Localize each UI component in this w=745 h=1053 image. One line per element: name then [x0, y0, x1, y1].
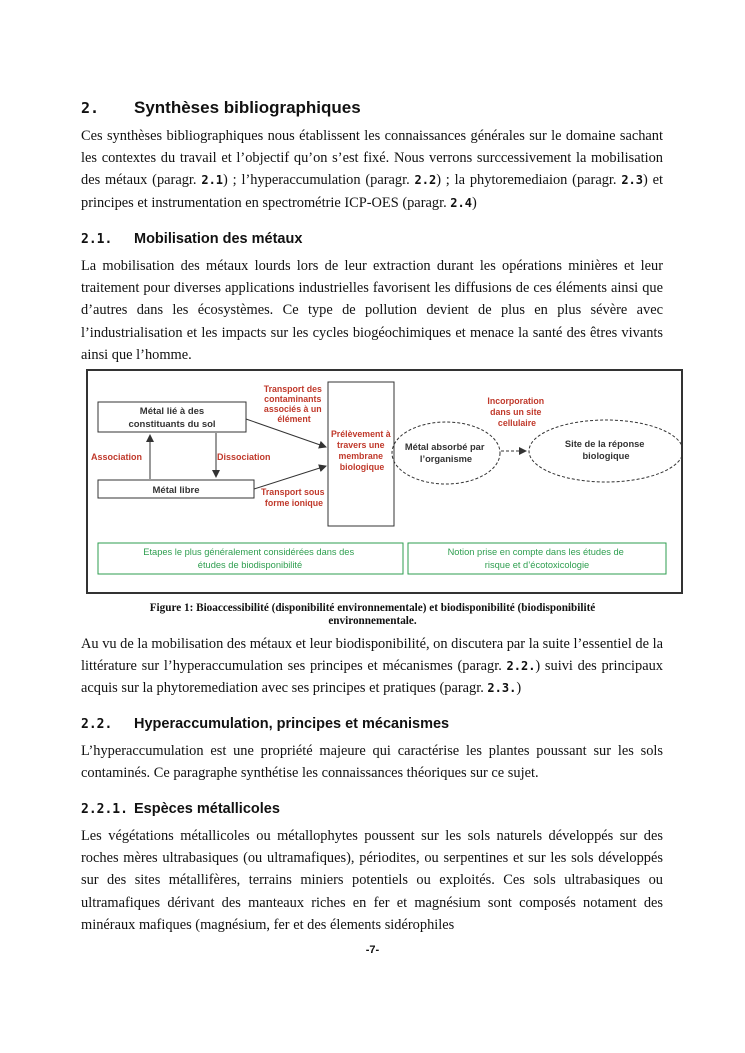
diagram-svg	[88, 371, 681, 592]
section-number: 2.	[81, 99, 100, 117]
section-title: Espèces métallicoles	[134, 801, 280, 817]
section-title: Mobilisation des métaux	[134, 231, 303, 247]
section-number: 2.1.	[81, 232, 113, 247]
ref-link[interactable]: 2.2.	[506, 659, 536, 674]
ref-link[interactable]: 2.4	[450, 195, 472, 210]
ref-link[interactable]: 2.2	[414, 173, 437, 188]
label-incorporation: Incorporation dans un site cellulaire	[487, 396, 545, 428]
section-heading-2-2	[81, 716, 449, 732]
section-heading-2-2-1	[81, 801, 280, 817]
label-association: Association	[91, 452, 143, 462]
section-number: 2.2.1.	[81, 802, 128, 817]
label-response-site: Site de la réponse biologique	[564, 439, 645, 461]
transition-paragraph: Au vu de la mobilisation des métaux et leur biodisponibilité, on discutera par la suite l’essentiel de la littérature sur l’hyperaccumulation ses principes et mécanismes (paragr. 2.2.) suivi des principaux acquis sur la phytoremediation avec ses principes et pratiques (paragr. 2.3.)	[81, 636, 663, 697]
ellipse-absorbed	[392, 422, 500, 484]
section-heading-2	[81, 98, 361, 118]
legend-bioavailability-text: Etapes le plus généralement considérées dans des études de biodisponibilité	[143, 547, 355, 570]
page-number: -7-	[365, 944, 380, 956]
intro-paragraph: Ces synthèses bibliographiques nous établissent les connaissances générales sur le domaine sachant les contextes du travail et l’objectif qu’on s’est fixé. Nous verrons surccessivement la mobilisation des métaux (paragr. 2.1) ; l’hyperaccumulation (paragr. 2.2) ; la phytoremediaion (paragr. 2.3) et principes et instrumentation en spectrométrie ICP-OES (paragr. 2.4)	[81, 128, 663, 211]
box-free-label: Métal libre	[152, 485, 200, 496]
ref-link[interactable]: 2.1	[201, 173, 224, 188]
figure-caption: Figure 1: Bioaccessibilité (disponibilité environnementale) et biodisponibilité (biodisponibilité environnementale.	[149, 602, 596, 627]
label-dissociation: Dissociation	[217, 452, 271, 462]
section-title: Hyperaccumulation, principes et mécanismes	[134, 716, 450, 732]
section-heading-2-1	[81, 231, 302, 247]
arrow-transport-bottom	[254, 466, 326, 489]
ref-link[interactable]: 2.3	[621, 173, 643, 188]
figure-bioavailability-diagram	[86, 369, 683, 594]
metallicolous-paragraph: Les végétations métallicoles ou métallophytes poussent sur les sols naturels développés sur des roches mères ultrabasiques (ou ultramafiques), périodites, ou serpentines et sur les sols développés sur des sites métallifères, terrains miniers potentiels ou exploités. Ces sols ultrabasiques ou ultramafiques dérivant des manteaux riches en fer et magnésium sont composés notament des minéraux mafiques (magnésium, fer et des élements sidérophiles	[81, 828, 663, 933]
legend-risk-text: Notion prise en compte dans les études de risque et d’écotoxicologie	[447, 547, 624, 570]
label-transport-ionic: Transport sous forme ionique	[261, 487, 325, 508]
hyperaccumulation-paragraph: L’hyperaccumulation est une propriété majeure qui caractérise les plantes poussant sur les sols contaminés. Ce paragraphe synthétise les connaissances théoriques sur ce sujet.	[81, 743, 663, 782]
box-bound-label-2: constituants du sol	[128, 419, 216, 430]
mobilisation-paragraph: La mobilisation des métaux lourds lors de leur extraction durant les opérations minières et leur traitement pour diverses applications industrielles favorisent les diffusions de ces éléments ainsi que d’autres dans les écosystèmes. Ce type de pollution devient de plus en plus sévère avec l’industrialisation et les impacts sur les cycles biogéochimiques et menace la santé des êtres vivants ainsi que l’homme.	[81, 258, 663, 363]
label-membrane-uptake: Prélèvement à travers une membrane biologique	[330, 429, 391, 472]
label-absorbed: Métal absorbé par l’organisme	[404, 442, 485, 464]
ref-link[interactable]: 2.3.	[487, 681, 517, 696]
box-bound-label-1: Métal lié à des	[139, 406, 205, 417]
section-title: Synthèses bibliographiques	[134, 98, 361, 117]
label-transport-associated: Transport des contaminants associés à un élément	[263, 384, 322, 424]
section-number: 2.2.	[81, 717, 113, 732]
